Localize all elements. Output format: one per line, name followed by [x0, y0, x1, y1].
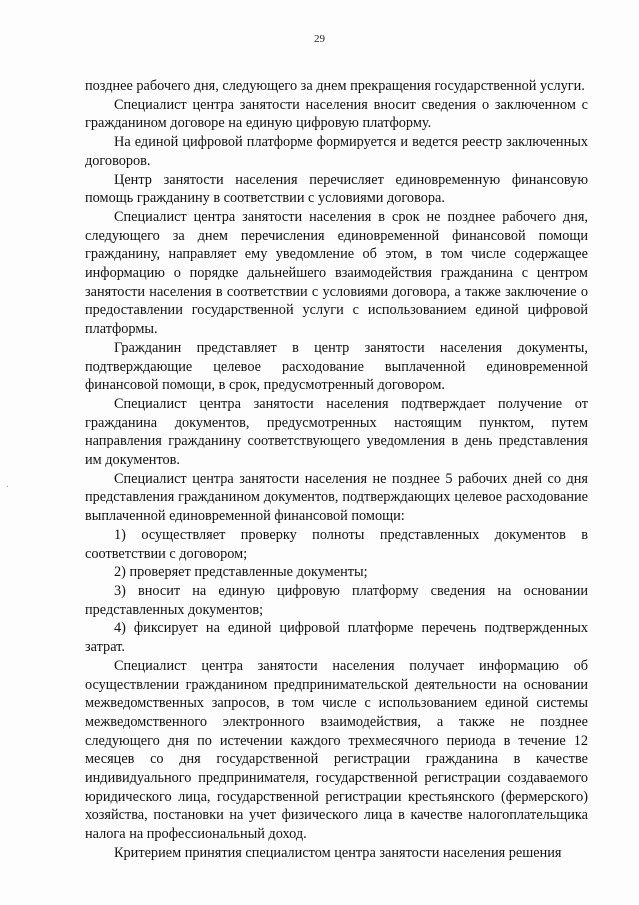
paragraph: Центр занятости населения перечисляет единовременную финансовую помощь гражданину в соответствии с условиями договора.: [85, 171, 588, 207]
list-item: 2) проверяет представленные документы;: [114, 564, 368, 581]
list-item: 1) осуществляет проверку полноты представленных документов в соответствии с договором;: [85, 526, 588, 562]
list-item: 3) вносит на единую цифровую платформу сведения на основании представленных документов;: [85, 582, 588, 618]
paragraph: Специалист центра занятости населения в срок не позднее рабочего дня, следующего за днем перечисления единовременной финансовой помощи гражданину, направляет ему уведомление об этом, в том числе содержащее информацию о порядке дальнейшего взаимодействия гражданина с центром занятости населения в соответствии с условиями договора, а также заключение о предоставлении государственной услуги с использованием единой цифровой платформы.: [85, 208, 588, 338]
document-body: [85, 77, 588, 863]
paragraph: Специалист центра занятости населения вносит сведения о заключенном с гражданином договоре на единую цифровую платформу.: [85, 96, 588, 132]
paragraph: На единой цифровой платформе формируется и ведется реестр заключенных договоров.: [85, 134, 588, 169]
list-item: 4) фиксирует на единой цифровой платформе перечень подтвержденных затрат.: [85, 620, 588, 656]
scan-speck: [7, 486, 8, 487]
paragraph: Специалист центра занятости населения не позднее 5 рабочих дней со дня представления гражданином документов, подтверждающих целевое расходование выплаченной единовременной финансовой помощи:: [85, 470, 588, 525]
paragraph: Специалист центра занятости населения получает информацию об осуществлении гражданином предпринимательской деятельности на основании межведомственных запросов, в том числе с использованием единой системы межведомственного электронного взаимодействия, а также не позднее следующего дня по истечении каждого трехмесячного периода в течение 12 месяцев со дня государственной регистрации гражданина в качестве индивидуального предпринимателя, государственной регистрации создаваемого юридического лица, государственной регистрации крестьянского (фермерского) хозяйства, постановки на учет физического лица в качестве налогоплательщика налога на профессиональный доход.: [85, 657, 588, 843]
paragraph: Специалист центра занятости населения подтверждает получение от гражданина документов, предусмотренных настоящим пунктом, путем направления гражданину соответствующего уведомления в день представления им документов.: [85, 395, 588, 469]
paragraph-continuation: позднее рабочего дня, следующего за днем прекращения государственной услуги.: [85, 78, 585, 94]
paragraph: Гражданин представляет в центр занятости населения документы, подтверждающие целевое расходование выплаченной единовременной финансовой помощи, в срок, предусмотренный договором.: [85, 339, 588, 394]
paragraph: Критерием принятия специалистом центра занятости населения решения: [114, 844, 562, 861]
page-number: 29: [314, 33, 325, 45]
